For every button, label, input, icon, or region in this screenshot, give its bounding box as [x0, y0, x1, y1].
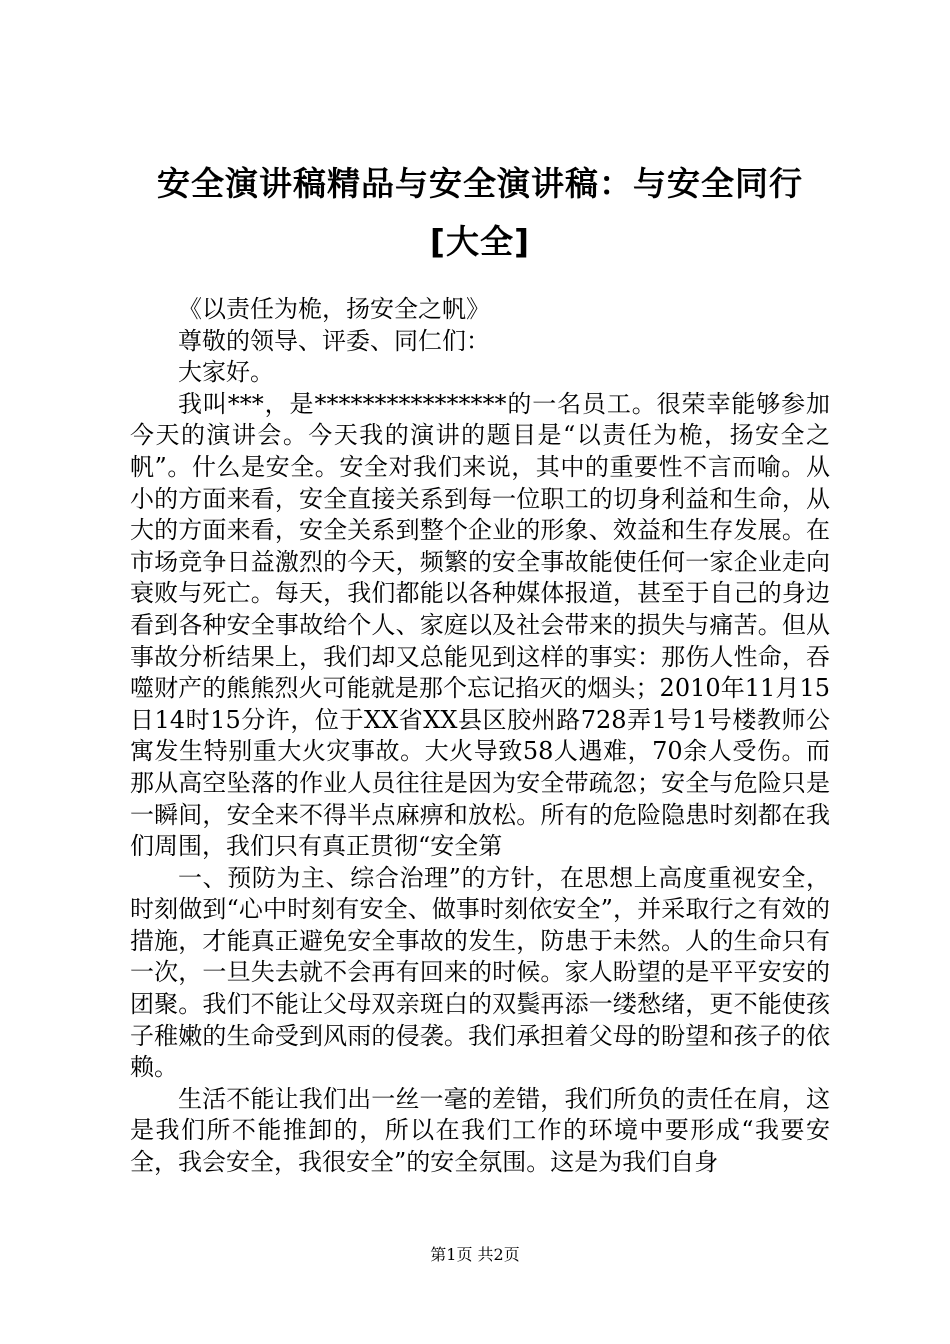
salutation: 尊敬的领导、评委、同仁们：: [178, 326, 490, 355]
body-paragraph: 一、预防为主、综合治理”的方针，在思想上高度重视安全，时刻做到“心中时刻有安全、做事时刻依安全”，并采取行之有效的措施，才能真正避免安全事故的发生，防患于未然。人的生命只有一次，一旦失去就不会再有回来的时候。家人盼望的是平平安安的团聚。我们不能让父母双亲斑白的双鬓再添一缕愁绪，更不能使孩子稚嫩的生命受到风雨的侵袭。我们承担着父母的盼望和孩子的依赖。: [130, 863, 830, 1082]
body-paragraph: 我叫***，是****************的一名员工。很荣幸能够参加今天的演讲会。今天我的演讲的题目是“以责任为桅，扬安全之帆”。什么是安全。安全对我们来说，其中的重要性不言而喻。从小的方面来看，安全直接关系到每一位职工的切身利益和生命，从大的方面来看，安全关系到整个企业的形象、效益和生存发展。在市场竞争日益激烈的今天，频繁的安全事故能使任何一家企业走向衰败与死亡。每天，我们都能以各种媒体报道，甚至于自己的身边看到各种安全事故给个人、家庭以及社会带来的损失与痛苦。但从事故分析结果上，我们却又总能见到这样的事实：那伤人性命，吞噬财产的熊熊烈火可能就是那个忘记掐灭的烟头；2010年11月15日14时15分许，位于XX省XX县区胶州路728弄1号1号楼教师公寓发生特别重大火灾事故。大火导致58人遇难，70余人受伤。而那从高空坠落的作业人员往往是因为安全带疏忽；安全与危险只是一瞬间，安全来不得半点麻痹和放松。所有的危险隐患时刻都在我们周围，我们只有真正贯彻“安全第: [130, 389, 830, 861]
document-title-suffix: [大全]: [429, 222, 531, 261]
speech-title: 《以责任为桅，扬安全之帆》: [178, 295, 490, 323]
page-footer: 第1页 共2页: [430, 1245, 520, 1264]
body-paragraph: 生活不能让我们出一丝一毫的差错，我们所负的责任在肩，这是我们所不能推卸的，所以在我们工作的环境中要形成“我要安全，我会安全，我很安全”的安全氛围。这是为我们自身: [130, 1084, 830, 1177]
document-title: 安全演讲稿精品与安全演讲稿：与安全同行: [157, 164, 803, 203]
document-body: [130, 294, 830, 1179]
greeting: 大家好。: [178, 358, 274, 387]
